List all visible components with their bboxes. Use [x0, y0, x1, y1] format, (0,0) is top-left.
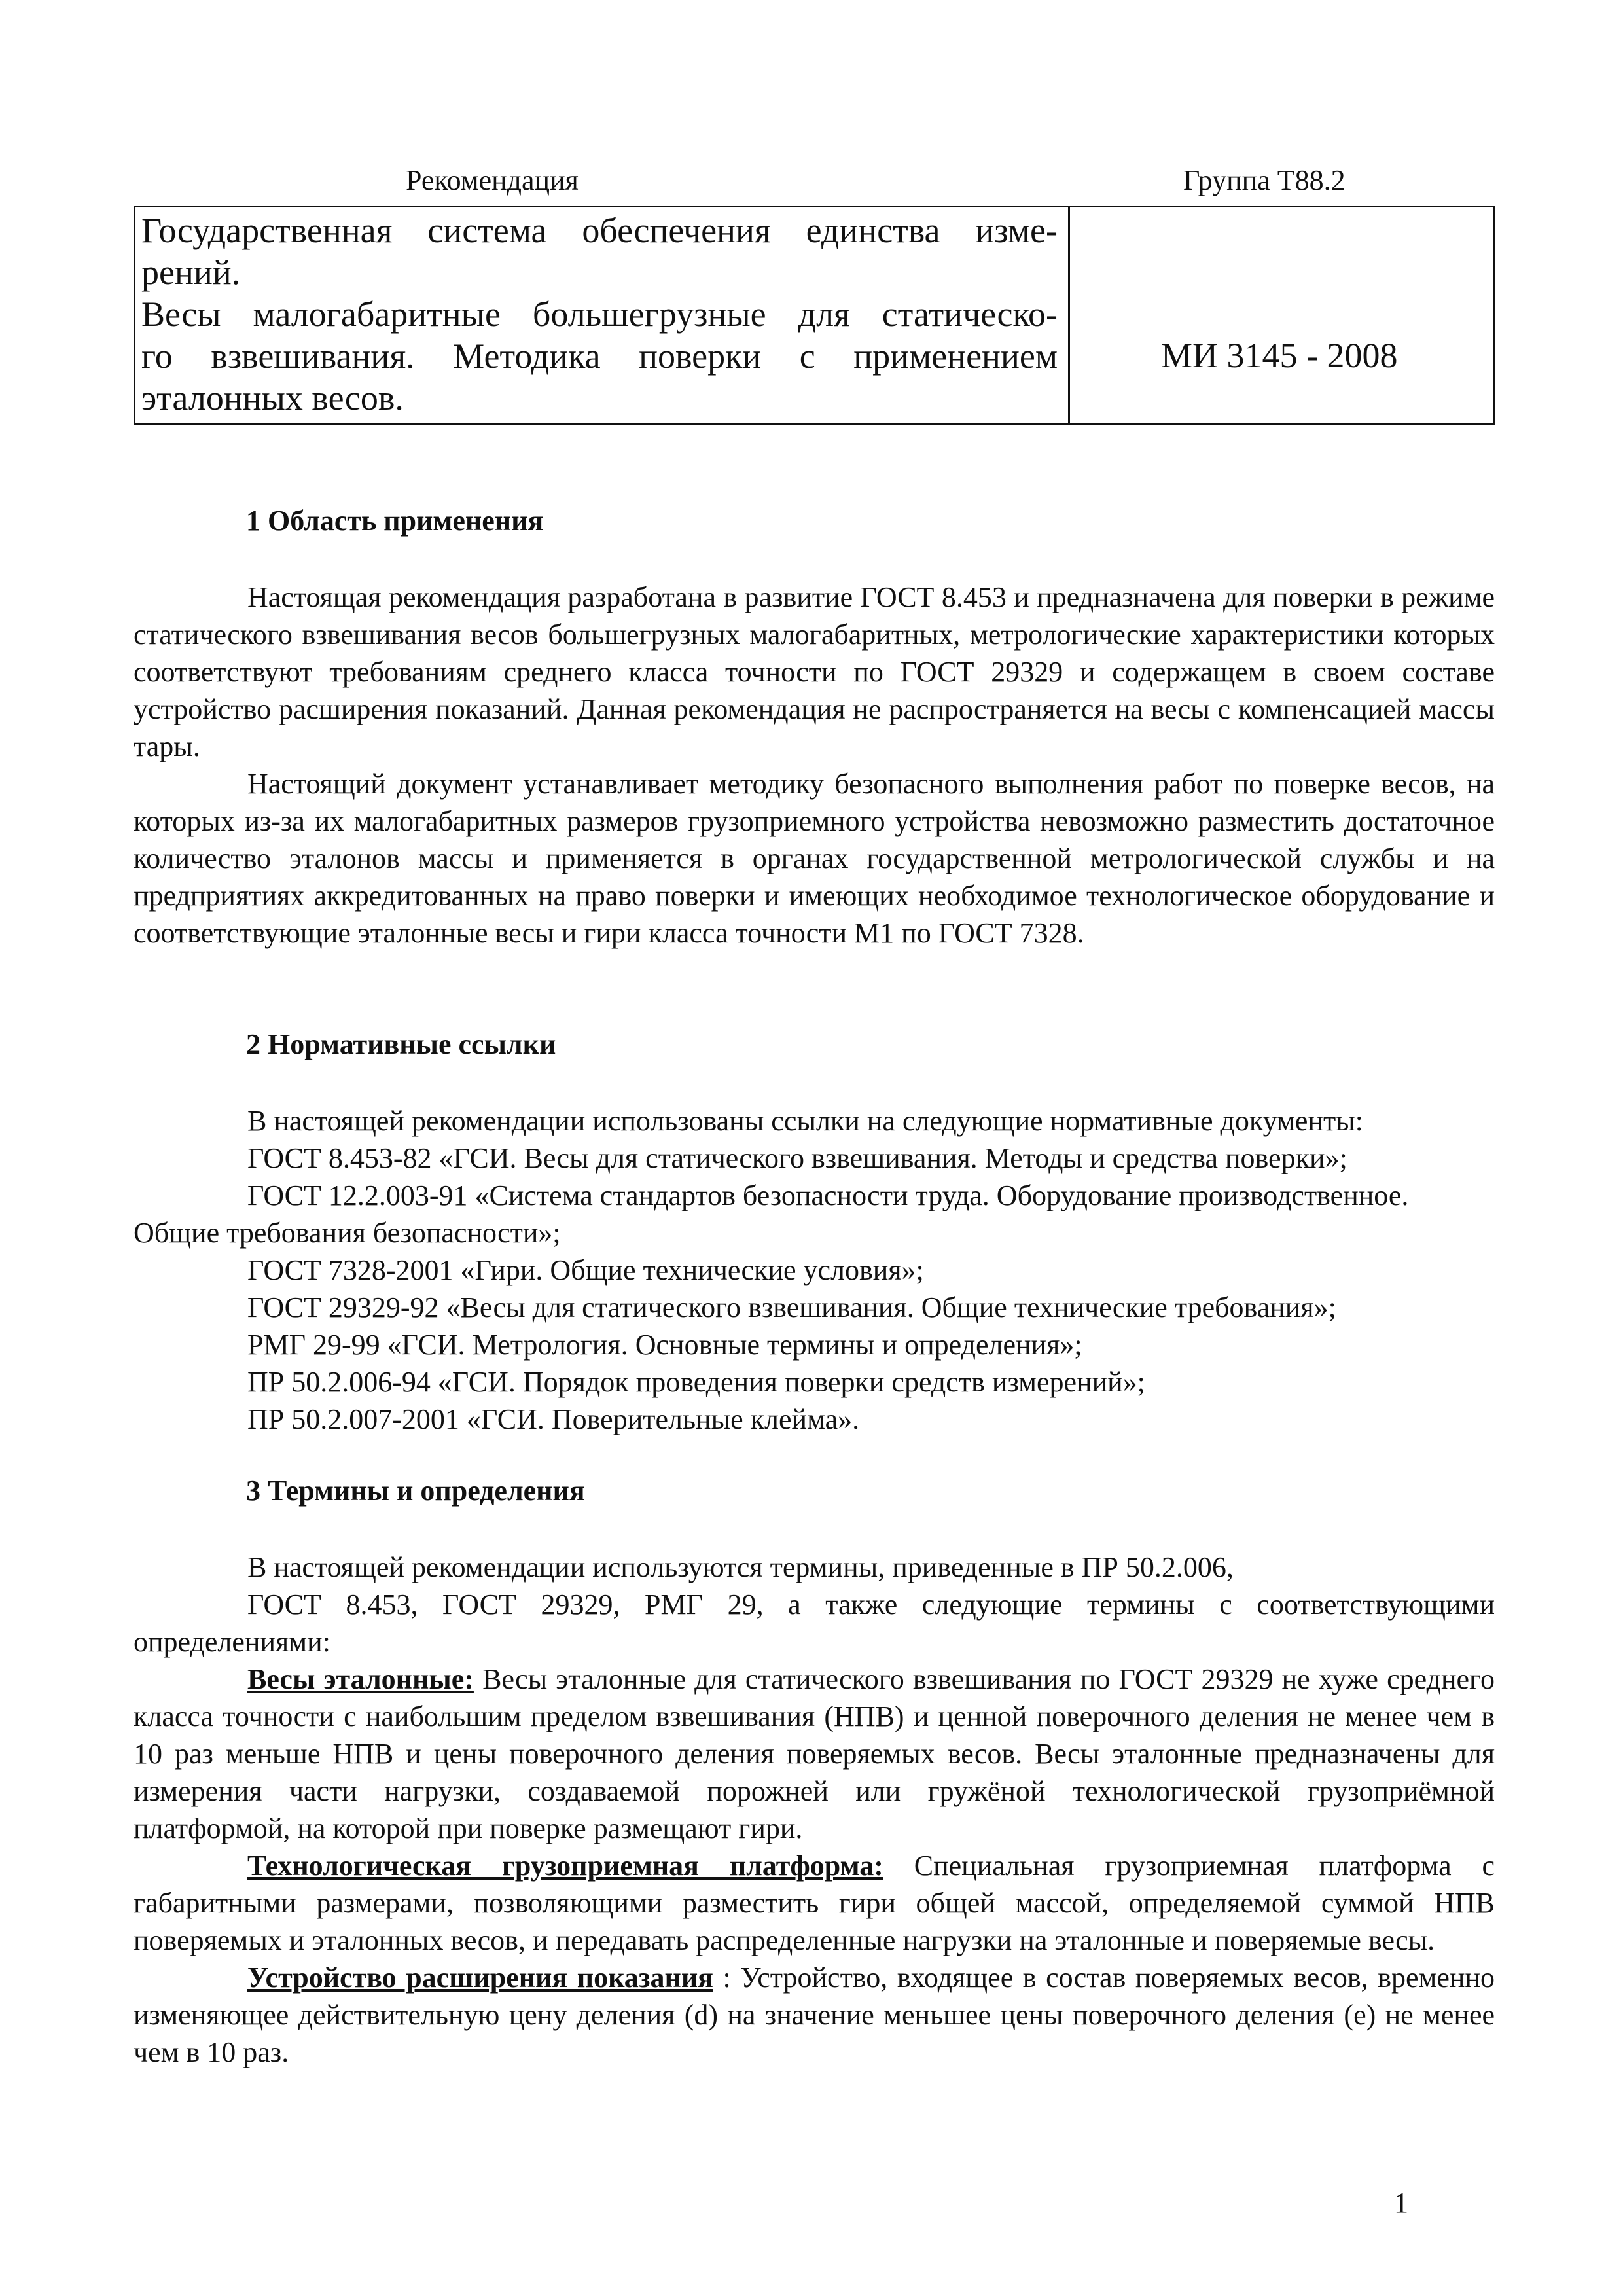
- title-line: Весы малогабаритные большегрузные для статическо-: [141, 295, 1058, 334]
- reference-item: ГОСТ 8.453-82 «ГСИ. Весы для статического взвешивания. Методы и средства поверки»;: [247, 1142, 1347, 1174]
- term-text: : Устройство, входящее в состав поверяемых весов, временно изменяющее действительную цену деления (d) на значение меньшее цены поверочного деления (е) не менее чем в 10 раз.: [134, 1962, 1495, 2068]
- reference-item: ГОСТ 12.2.003-91 «Система стандартов безопасности труда. Оборудование производственное. Общие требования безопасности»;: [134, 1179, 1409, 1249]
- section-3-body: [134, 1549, 1495, 2071]
- title-line: го взвешивания. Методика поверки с применением: [141, 336, 1058, 376]
- document-title: [141, 209, 1058, 419]
- term-label: Технологическая грузоприемная платформа:: [247, 1850, 883, 1882]
- section-2-heading: 2 Нормативные ссылки: [246, 1028, 556, 1060]
- document-type-label: Рекомендация: [406, 164, 579, 196]
- reference-item: ГОСТ 7328-2001 «Гири. Общие технические условия»;: [247, 1254, 924, 1286]
- title-table-divider: [1068, 206, 1070, 425]
- term-definition: [134, 1847, 1495, 1959]
- section-1-heading: 1 Область применения: [246, 505, 544, 537]
- term-definition: [134, 1959, 1495, 2071]
- reference-item: РМГ 29-99 «ГСИ. Метрология. Основные термины и определения»;: [247, 1329, 1082, 1361]
- term-label: Устройство расширения показания: [247, 1962, 713, 1994]
- document-code: МИ 3145 - 2008: [1161, 336, 1398, 375]
- paragraph: Настоящий документ устанавливает методику безопасного выполнения работ по поверке весов, на которых из-за их малогабаритных размеров грузоприемного устройства невозможно разместить достаточное количество эталонов массы и применяется в органах государственной метрологической службы и на предприятиях аккредитованных на право поверки и имеющих необходимое технологическое оборудование и соответствующие эталонные весы и гири класса точности М1 по ГОСТ 7328.: [134, 768, 1495, 949]
- term-definition: [134, 1660, 1495, 1847]
- references-list: [134, 1102, 1495, 1438]
- references-intro: В настоящей рекомендации использованы ссылки на следующие нормативные документы:: [247, 1105, 1364, 1137]
- section-1-body: [134, 579, 1495, 952]
- section-3-heading: 3 Термины и определения: [246, 1475, 585, 1507]
- reference-item: ПР 50.2.007-2001 «ГСИ. Поверительные клейма».: [247, 1403, 860, 1435]
- reference-item: ПР 50.2.006-94 «ГСИ. Порядок проведения поверки средств измерений»;: [247, 1366, 1145, 1398]
- title-line: эталонных весов.: [141, 378, 404, 418]
- term-text: Весы эталонные для статического взвешивания по ГОСТ 29329 не хуже среднего класса точности с наибольшим пределом взвешивания (НПВ) и ценной поверочного деления не менее чем в 10 раз меньше НПВ и цены поверочного деления поверяемых весов. Весы эталонные предназначены для измерения части нагрузки, создаваемой порожней или гружёной технологической грузоприёмной платформой, на которой при поверке размещают гири.: [134, 1663, 1495, 1844]
- title-line: Государственная система обеспечения единства изме-: [141, 211, 1058, 250]
- page-number: 1: [1394, 2187, 1408, 2219]
- title-line: рений.: [141, 253, 241, 292]
- terms-intro: В настоящей рекомендации используются термины, приведенные в ПР 50.2.006,: [247, 1551, 1234, 1583]
- term-label: Весы эталонные:: [247, 1663, 474, 1695]
- paragraph: Настоящая рекомендация разработана в развитие ГОСТ 8.453 и предназначена для поверки в режиме статического взвешивания весов большегрузных малогабаритных, метрологические характеристики которых соответствуют требованиям среднего класса точности по ГОСТ 29329 и содержащем в своем составе устройство расширения показаний. Данная рекомендация не распространяется на весы с компенсацией массы тары.: [134, 581, 1495, 762]
- group-label: Группа Т88.2: [1183, 164, 1346, 196]
- reference-item: ГОСТ 29329-92 «Весы для статического взвешивания. Общие технические требования»;: [247, 1291, 1336, 1323]
- term-text: Специальная грузоприемная платформа с габаритными размерами, позволяющими разместить гири общей массой, определяемой суммой НПВ поверяемых и эталонных весов, и передавать распределенные нагрузки на эталонные и поверяемые весы.: [134, 1850, 1495, 1956]
- terms-intro-continued: ГОСТ 8.453, ГОСТ 29329, РМГ 29, а также следующие термины с соответствующими определениями:: [134, 1588, 1495, 1658]
